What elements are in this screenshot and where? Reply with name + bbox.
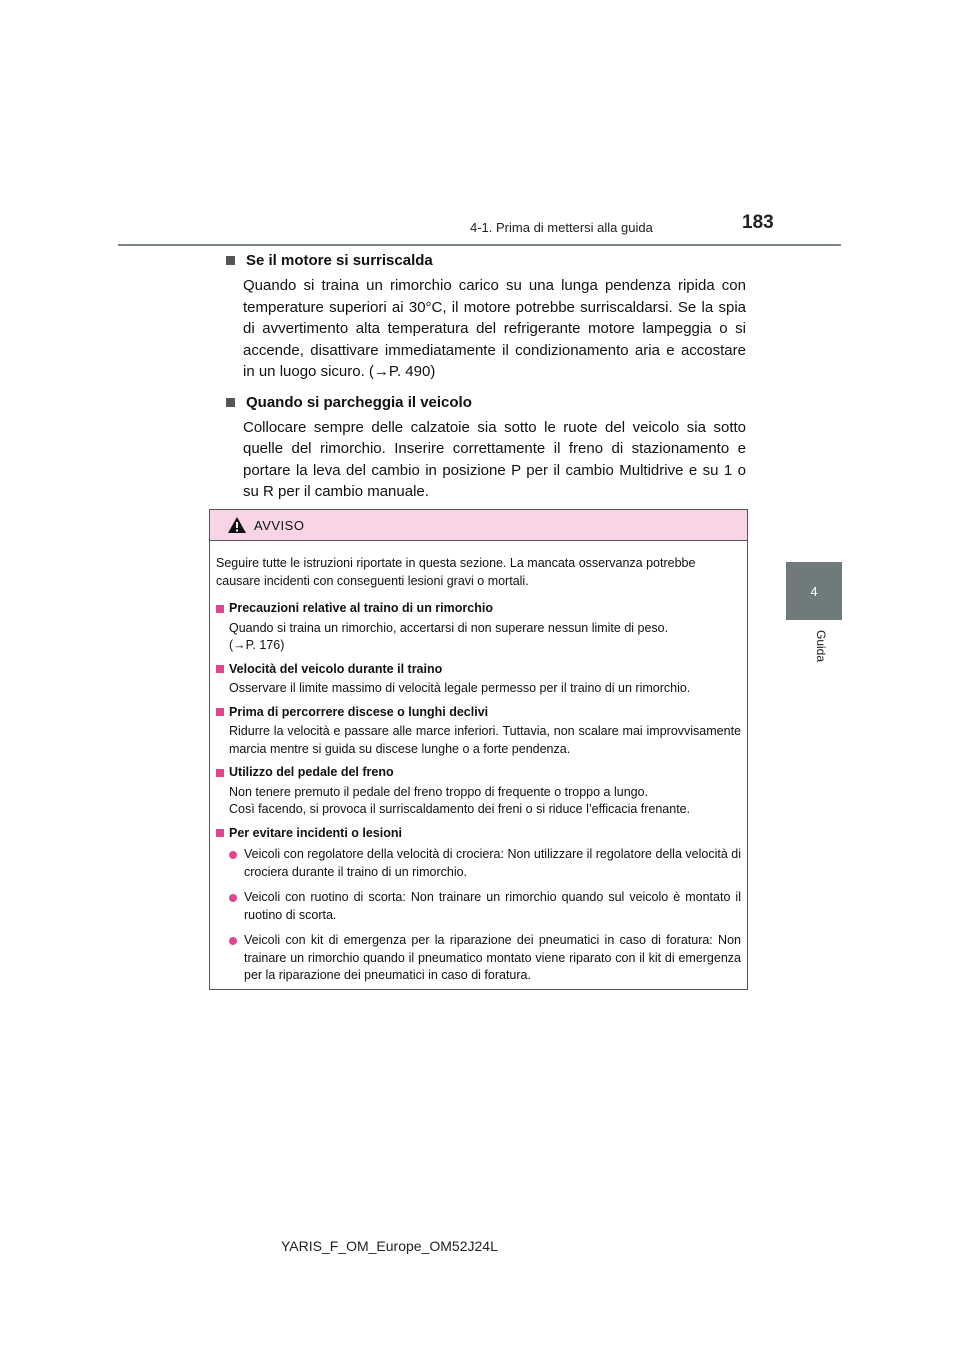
section-title: Quando si parcheggia il veicolo xyxy=(246,393,472,411)
warning-item xyxy=(216,764,741,819)
square-bullet-icon xyxy=(216,769,224,777)
warning-item-text: Osservare il limite massimo di velocità legale permesso per il traino di un rimorchio. xyxy=(229,681,691,695)
square-bullet-icon xyxy=(216,829,224,837)
warning-item-text: Quando si traina un rimorchio, accertarsi di non superare nessun limite di peso. xyxy=(229,620,669,635)
warning-title: AVVISO xyxy=(254,517,305,533)
warning-item-text: (→P. 176) xyxy=(229,638,285,652)
circle-bullet-icon xyxy=(229,851,237,859)
list-item-text: Veicoli con kit di emergenza per la riparazione dei pneumatici in caso di foratura: Non trainare un rimorchio quando il pneumatico montato viene riparato con il kit di emergenza per la riparazione dei pneumatici in caso di foratura. xyxy=(244,933,741,982)
section-body: Collocare sempre delle calzatoie sia sotto le ruote del veicolo sia sotto quelle del rimorchio. Inserire correttamente il freno di stazionamento e portare la leva del cambio in posizione P per il cambio Multidrive e su 1 o su R per il cambio manuale. xyxy=(243,418,746,500)
square-bullet-icon xyxy=(216,605,224,613)
warning-item-text: Ridurre la velocità e passare alle marce inferiori. Tuttavia, non scalare mai improvvisamente marcia mentre si guida su discese lunghe o a forte pendenza. xyxy=(229,724,741,756)
chapter-tab[interactable] xyxy=(786,562,842,620)
warning-item xyxy=(216,600,741,655)
circle-bullet-icon xyxy=(229,937,237,945)
page-number: 183 xyxy=(742,212,774,233)
section-body: Quando si traina un rimorchio carico su una lunga pendenza ripida con temperature superiori ai 30°C, il motore potrebbe surriscaldarsi. Se la spia di avvertimento alta temperatura del refrigerante motore lampeggia o si accende, disattivare immediatamente il condizionamento aria e accostare in un luogo sicuro. (→P. 490) xyxy=(243,277,746,380)
chapter-label xyxy=(786,630,842,662)
warning-item-title: Precauzioni relative al traino di un rimorchio xyxy=(229,601,493,615)
main-content xyxy=(226,252,746,514)
square-bullet-icon xyxy=(226,398,235,407)
warning-item-text: Così facendo, si provoca il surriscaldamento dei freni o si riduce l’efficacia frenante. xyxy=(229,802,691,816)
warning-intro: Seguire tutte le istruzioni riportate in questa sezione. La mancata osservanza potrebbe causare incidenti con conseguenti lesioni gravi o mortali. xyxy=(216,556,696,588)
header-section-title: 4-1. Prima di mettersi alla guida xyxy=(470,220,653,235)
warning-item-title: Prima di percorrere discese o lunghi declivi xyxy=(229,704,489,719)
chapter-number: 4 xyxy=(810,583,818,599)
square-bullet-icon xyxy=(216,665,224,673)
list-item xyxy=(229,889,741,924)
circle-bullet-icon xyxy=(229,894,237,902)
square-bullet-icon xyxy=(216,708,224,716)
warning-box xyxy=(209,509,748,990)
square-bullet-icon xyxy=(226,256,235,265)
footer-code: YARIS_F_OM_Europe_OM52J24L xyxy=(281,1238,498,1254)
warning-item-title: Utilizzo del pedale del freno xyxy=(229,765,394,779)
warning-item-title: Velocità del veicolo durante il traino xyxy=(229,661,443,676)
list-item-text: Veicoli con regolatore della velocità di crociera: Non utilizzare il regolatore della velocità di crociera durante il traino di un rimorchio. xyxy=(244,847,741,879)
list-item xyxy=(229,846,741,881)
warning-item xyxy=(216,825,741,985)
list-item-text: Veicoli con ruotino di scorta: Non trainare un rimorchio quando sul veicolo è montato il ruotino di scorta. xyxy=(244,890,741,922)
section-title: Se il motore si surriscalda xyxy=(246,252,433,269)
warning-item xyxy=(216,704,741,759)
warning-item xyxy=(216,661,741,698)
warning-header xyxy=(210,510,747,541)
warning-item-text: Non tenere premuto il pedale del freno troppo di frequente o troppo a lungo. xyxy=(229,784,649,799)
section-overheating xyxy=(226,252,746,383)
warning-item-title: Per evitare incidenti o lesioni xyxy=(229,825,402,840)
chapter-label-text: Guida xyxy=(814,630,828,663)
section-parking xyxy=(226,394,746,503)
header-rule xyxy=(118,244,841,246)
list-item xyxy=(229,932,741,985)
warning-triangle-icon xyxy=(227,516,247,534)
